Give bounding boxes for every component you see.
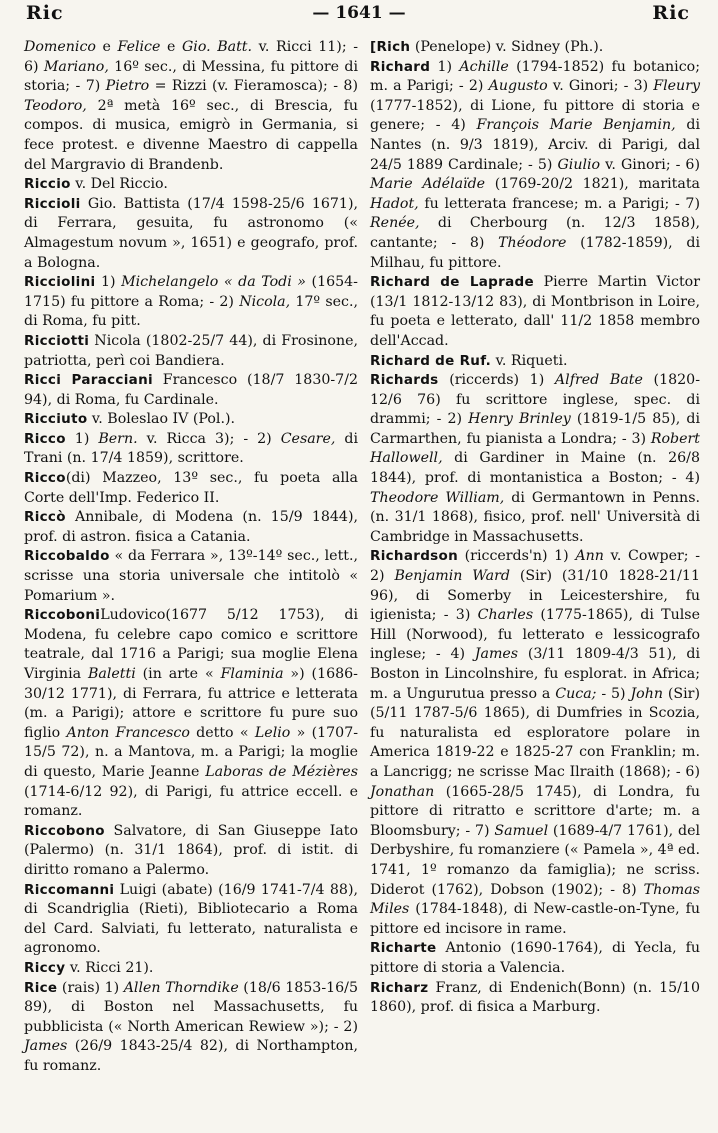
entry-italic-text: Pietro <box>105 78 150 95</box>
dictionary-entry <box>370 273 700 351</box>
entry-italic-text: John <box>630 685 663 702</box>
entry-headword: Riccioli <box>24 195 81 212</box>
entry-headword: Riccomanni <box>24 881 115 898</box>
entry-text: 1) <box>430 58 460 75</box>
dictionary-entry <box>24 195 358 273</box>
entry-italic-text: Charles <box>477 607 534 624</box>
entry-headword: Richarz <box>370 979 429 996</box>
entry-italic-text: Ann <box>575 548 604 565</box>
dictionary-entry <box>24 881 358 959</box>
entry-text: di Nantes (n. 9/3 1819), Arciv. di Parigi, dal 24/5 1889 Cardinale; - 5) <box>370 117 701 173</box>
entry-text: (riccerds) 1) <box>438 372 555 389</box>
entry-headword: [Rich <box>370 39 411 55</box>
entry-italic-text: Renée, <box>370 215 420 232</box>
entry-text: » (1707-15/5 72), n. a Mantova, m. a Parigi; la moglie di questo, Marie Jeanne <box>24 724 359 780</box>
entry-text: Annibale, di Modena (n. 15/9 1844), prof. di astron. fisica a Catania. <box>24 509 358 545</box>
dictionary-entry <box>24 508 358 547</box>
dictionary-entry <box>24 979 358 1077</box>
entry-text: Gio. Battista (17/4 1598-25/6 1671), di Ferrara, gesuita, fu astronomo (« Almagestum novum », 1651) e geografo, prof. a Bologna. <box>24 195 358 271</box>
entry-text: v. Del Riccio. <box>70 176 168 193</box>
entry-text: (1769-20/2 1821), maritata <box>485 176 700 193</box>
dictionary-entry <box>24 273 358 332</box>
entry-text: 1) <box>65 430 99 447</box>
entry-text: (in arte « <box>135 666 221 682</box>
entry-italic-text: Théodore <box>498 234 567 251</box>
entry-italic-text: Michelangelo « da Todi » <box>121 274 306 291</box>
dictionary-entry <box>24 822 358 881</box>
entry-italic-text: Fleury <box>653 78 700 95</box>
entry-italic-text: Bern. <box>98 430 138 447</box>
dictionary-entry <box>370 939 700 978</box>
entry-text: v. Ginori; - 3) <box>547 78 654 95</box>
entry-italic-text: Mariano, <box>43 58 109 75</box>
entry-italic-text: Hadot, <box>370 195 419 212</box>
dictionary-entry <box>24 371 358 410</box>
dictionary-entry <box>24 332 358 371</box>
entry-text: v. Boleslao IV (Pol.). <box>87 411 235 428</box>
entry-headword: Richard <box>370 58 431 75</box>
entry-text: (Penelope) v. Sidney (Ph.). <box>410 39 604 55</box>
entry-text: (di) Mazzeo, 13º sec., fu poeta alla Corte dell'Imp. Federico II. <box>24 470 358 506</box>
entry-text: (1775-1865), di Tulse Hill (Norwood), fu letterato e lessicografo inglese; - 4) <box>370 607 700 663</box>
entry-text: Ludovico(1677 5/12 1753), di Modena, fu celebre capo comico e scrittore teatrale, dal 1716 a Parigi; sua moglie Elena Virginia <box>24 607 358 682</box>
entry-text: ») (1686-30/12 1771), di Ferrara, fu attrice e letterata (m. a Parigi); attore e scrittore fu pure suo figlio <box>24 666 358 741</box>
entry-text: v. Cowper; - 2) <box>370 548 701 585</box>
entry-italic-text: Cesare, <box>280 430 336 447</box>
dictionary-entry <box>370 371 700 547</box>
entry-headword: Ricco <box>24 430 66 447</box>
entry-headword: Riccò <box>24 509 66 526</box>
entry-text: (1777-1852), di Lione, fu pittore di storia e genere; - 4) <box>370 97 700 134</box>
entry-headword: Riccy <box>24 959 66 976</box>
entry-italic-text: Domenico <box>24 39 96 55</box>
left-column <box>24 38 358 1076</box>
entry-italic-text: François Marie Benjamin, <box>476 117 676 134</box>
entry-text: (18/6 1853-16/5 89), di Boston nel Massachusetts, fu pubblicista (« North American Rewiew »); - 2) <box>24 979 358 1035</box>
entry-text: di Trani (n. 17/4 1859), scrittore. <box>24 430 358 467</box>
dictionary-entry <box>24 469 358 508</box>
entry-headword: Riccobaldo <box>24 548 110 565</box>
entry-italic-text: Marie Adélaïde <box>370 176 486 193</box>
entry-text: (1689-4/7 1761), del Derbyshire, fu romanziere (« Pamela », 4ª ed. 1741, 1º romanzo da famiglia); ne scriss. Diderot (1762), Dobson (1902); - 8) <box>370 822 701 898</box>
entry-italic-text: Jonathan <box>370 783 435 800</box>
entry-italic-text: Alfred Bate <box>554 372 643 389</box>
entry-text: (3/11 1809-4/3 51), di Boston in Lincolnshire, fu esplorat. in Africa; m. a Ungurutua presso a <box>370 646 700 702</box>
entry-italic-text: Giulio <box>557 156 601 173</box>
entry-headword: Richard de Ruf. <box>370 352 492 369</box>
entry-text: (1819-1/5 85), di Carmarthen, fu pianista a Londra; - 3) <box>370 411 701 447</box>
entry-italic-text: Henry Brinley <box>468 411 571 428</box>
entry-headword: Riccobono <box>24 822 105 839</box>
entry-italic-text: Felice <box>117 39 161 55</box>
entry-text: (26/9 1843-25/4 82), di Northampton, fu romanz. <box>24 1038 358 1074</box>
dictionary-entry <box>370 547 700 939</box>
entry-text: 16º sec., di Messina, fu pittore di storia; - 7) <box>24 58 358 95</box>
entry-text: (1784-1848), di New-castle-on-Tyne, fu pittore ed incisore in rame. <box>370 901 700 937</box>
entry-headword: Ricciuto <box>24 411 88 428</box>
entry-headword: Richards <box>370 372 439 389</box>
page-number: — 1641 — <box>312 3 406 23</box>
dictionary-entry <box>24 38 358 175</box>
entry-text: 17º sec., di Roma, fu pitt. <box>24 293 358 330</box>
entry-text: e <box>95 39 118 55</box>
entry-text: (1714-6/12 92), di Parigi, fu attrice eccell. e romanz. <box>24 783 358 820</box>
entry-text: Francesco (18/7 1830-7/2 94), di Roma, fu Cardinale. <box>24 372 359 408</box>
entry-italic-text: Baletti <box>87 666 136 682</box>
entry-text: (1794-1852) fu botanico; m. a Parigi; - 2) <box>370 58 700 95</box>
entry-headword: Ricciolini <box>24 274 96 291</box>
entry-text: fu letterata francese; m. a Parigi; - 7) <box>418 195 700 212</box>
entry-italic-text: James <box>474 646 519 663</box>
entry-text: di Gardiner in Maine (n. 26/8 1844), prof. di montanistica a Boston; - 4) <box>370 450 700 487</box>
entry-italic-text: Laboras de Mézières <box>205 763 358 780</box>
entry-text: Luigi (abate) (16/9 1741-7/4 88), di Scandriglia (Rieti), Bibliotecario a Roma del Card. Salviati, fu letterato, naturalista e agronomo. <box>24 881 358 957</box>
dictionary-entry <box>24 175 358 195</box>
entry-text: e <box>160 39 182 55</box>
dictionary-entry <box>24 959 358 979</box>
entry-italic-text: Anton Francesco <box>66 724 190 741</box>
entry-italic-text: Thomas Miles <box>370 881 700 918</box>
entry-text: (rais) 1) <box>57 979 124 996</box>
right-column <box>370 38 700 1018</box>
entry-text: (1654-1715) fu pittore a Roma; - 2) <box>24 274 358 310</box>
entry-text: (1782-1859), di Milhau, fu pittore. <box>370 234 700 271</box>
entry-italic-text: Lelio <box>254 724 291 741</box>
entry-headword: Riccio <box>24 176 71 193</box>
entry-headword: Rice <box>24 979 58 996</box>
entry-text: Antonio (1690-1764), di Yecla, fu pittore di storia a Valencia. <box>370 940 700 976</box>
entry-text: = Rizzi (v. Fieramosca); - 8) <box>149 78 358 95</box>
entry-headword: Ricci Paracciani <box>24 372 153 389</box>
entry-italic-text: Nicola, <box>239 293 291 310</box>
entry-text: detto « <box>189 724 255 741</box>
entry-text: Salvatore, di San Giuseppe Iato (Palermo) (n. 31/1 1864), prof. di istit. di diritto romano a Palermo. <box>24 822 358 878</box>
entry-text: (riccerds'n) 1) <box>458 548 576 565</box>
entry-italic-text: Flaminia <box>220 666 284 682</box>
entry-text: Pierre Martin Victor (13/1 1812-13/12 83), di Montbrison in Loire, fu poeta e letterato, dall' 11/2 1858 membro dell'Accad. <box>370 274 700 349</box>
entry-headword: Richarte <box>370 940 437 957</box>
entry-italic-text: Teodoro, <box>24 97 87 114</box>
entry-italic-text: Augusto <box>488 78 548 95</box>
page-header <box>0 2 718 30</box>
dictionary-entry <box>24 547 358 606</box>
entry-text: Franz, di Endenich(Bonn) (n. 15/10 1860), prof. di fisica a Marburg. <box>370 979 700 1016</box>
entry-text: (1665-28/5 1745), di Londra, fu pittore di ritratto e scrittore d'arte; m. a Bloomsbury; - 7) <box>370 783 700 839</box>
dictionary-entry <box>24 606 358 822</box>
entry-text: v. Riqueti. <box>491 352 568 369</box>
dictionary-entry <box>370 58 700 274</box>
entry-text: - 5) <box>596 685 631 702</box>
entry-headword: Richardson <box>370 548 458 565</box>
dictionary-entry <box>370 979 700 1018</box>
entry-italic-text: Cuca; <box>555 685 597 702</box>
entry-italic-text: Benjamin Ward <box>394 568 510 585</box>
entry-italic-text: Samuel <box>494 822 549 839</box>
dictionary-entry <box>370 352 700 372</box>
header-left-guide-word: Ric <box>26 2 64 24</box>
entry-text: di Cherbourg (n. 12/3 1858), cantante; - 8) <box>370 215 700 251</box>
entry-text: v. Ricca 3); - 2) <box>137 430 281 447</box>
entry-text: (Sir) (31/10 1828-21/11 96), di Somerby in Leicestershire, fu igienista; - 3) <box>370 568 700 624</box>
entry-text: v. Ginori; - 6) <box>600 156 700 173</box>
dictionary-entry <box>370 38 700 58</box>
entry-text: 1) <box>95 274 122 291</box>
entry-text: 2ª metà 16º sec., di Brescia, fu compos. di musica, emigrò in Germania, si fece protest. e divenne Maestro di cappella del Margravio di Brandenb. <box>24 97 358 173</box>
entry-text: di Germantown in Penns. (n. 31/1 1868), fisico, prof. nell' Università di Cambridge in Massachusetts. <box>370 489 700 545</box>
entry-italic-text: Achille <box>459 58 509 75</box>
dictionary-entry <box>24 430 358 469</box>
entry-italic-text: Allen Thorndike <box>123 979 239 996</box>
header-right-guide-word: Ric <box>652 2 690 24</box>
dictionary-entry <box>24 410 358 430</box>
entry-text: v. Ricci 21). <box>65 959 154 976</box>
entry-italic-text: Theodore William, <box>370 489 505 506</box>
entry-headword: Richard de Laprade <box>370 274 534 291</box>
entry-headword: Ricciotti <box>24 332 90 349</box>
entry-italic-text: Robert Hallowell, <box>370 430 700 467</box>
entry-text: (1820-12/6 76) fu scrittore inglese, spec. di drammi; - 2) <box>370 372 700 428</box>
entry-text: v. Ricci 11); - 6) <box>24 39 358 75</box>
entry-text: « da Ferrara », 13º-14º sec., lett., scrisse una storia universale che intitolò « Pomarium ». <box>24 548 358 604</box>
entry-text: Nicola (1802-25/7 44), di Frosinone, patriotta, perì coi Bandiera. <box>24 332 358 369</box>
entry-headword: Riccoboni <box>24 607 101 624</box>
entry-italic-text: Gio. Batt. <box>181 39 253 55</box>
entry-headword: Ricco <box>24 470 66 487</box>
entry-italic-text: James <box>24 1038 68 1055</box>
entry-text: (Sir) (5/11 1787-5/6 1865), di Dumfries in Scozia, fu naturalista ed esploratore polare in America 1819-22 e 1825-27 con Franklin; m. a Lancrigg; ne scrisse Mac Ilraith (1868); - 6) <box>370 685 701 780</box>
